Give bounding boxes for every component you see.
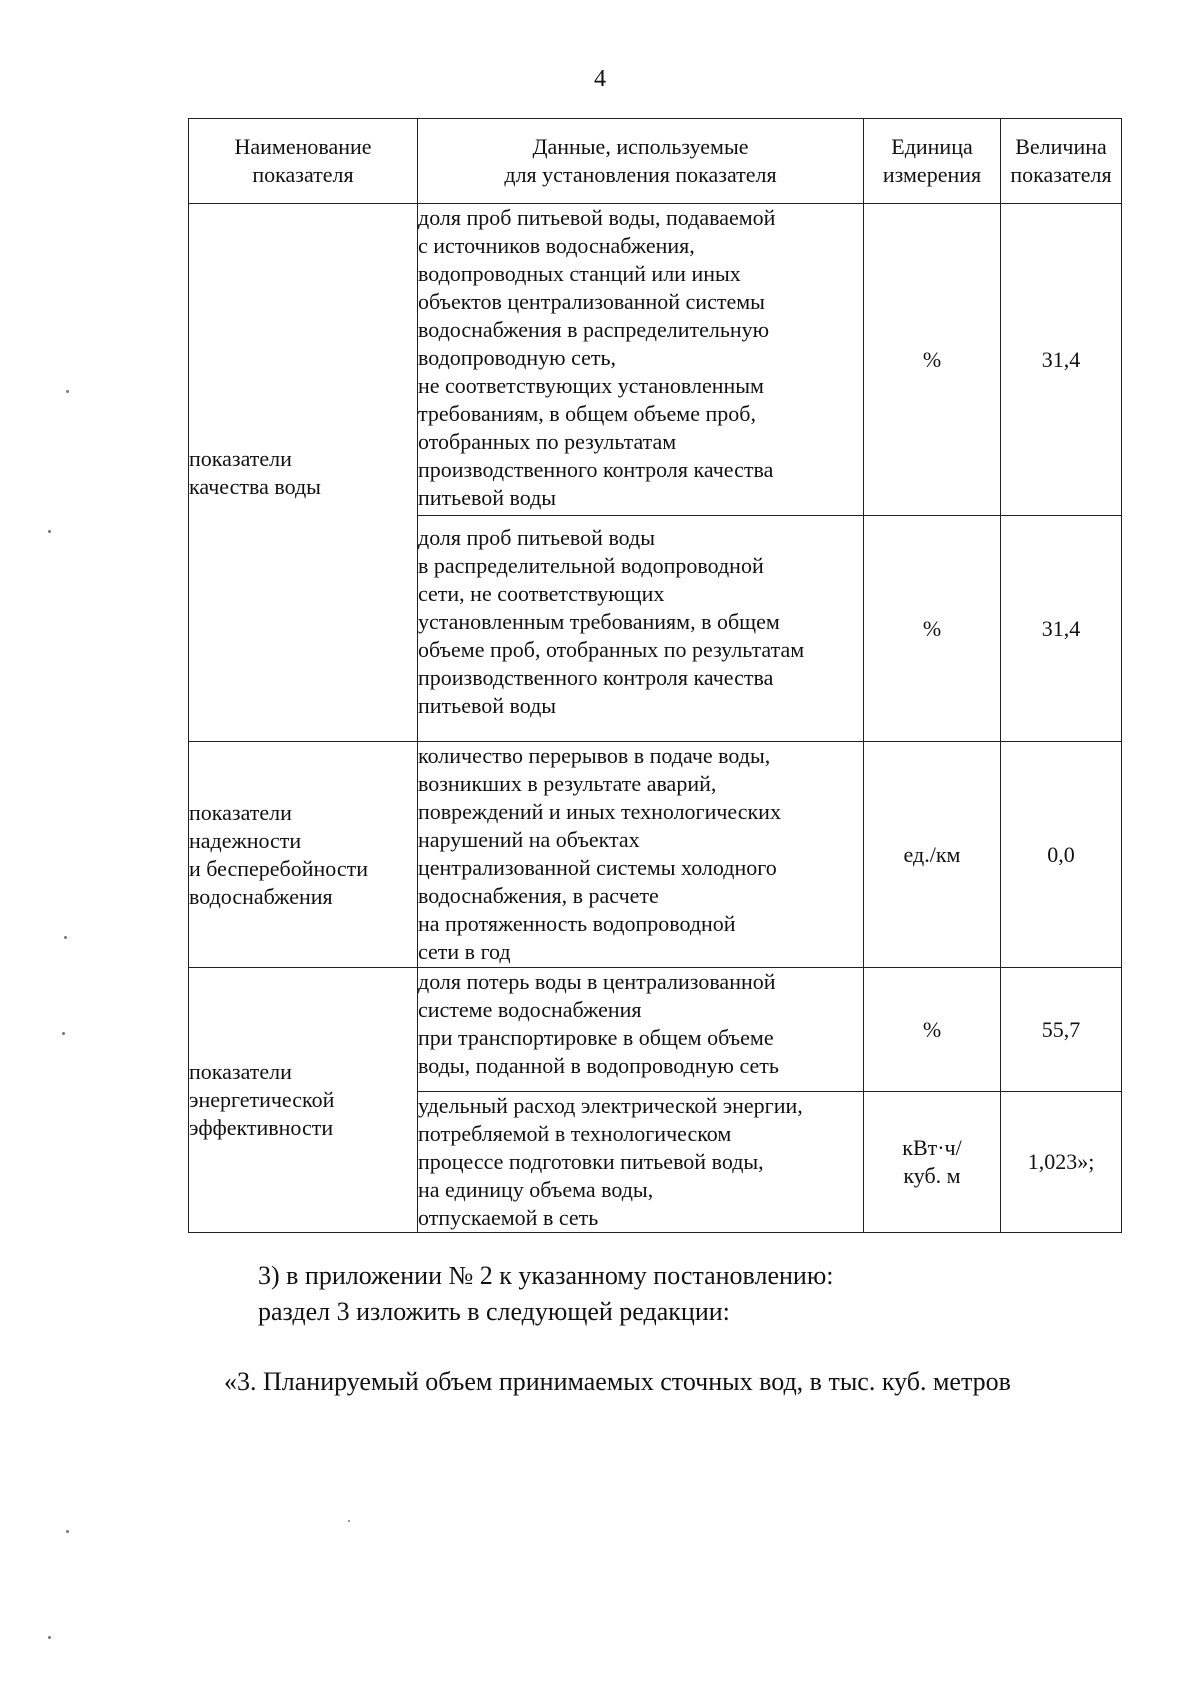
header-unit: Единица измерения	[864, 119, 1001, 204]
row-value: 31,4	[1001, 516, 1122, 742]
header-indicator-name: Наименование показателя	[189, 119, 418, 204]
row-value: 55,7	[1001, 968, 1122, 1092]
row-description: доля проб питьевой воды в распределительной водопроводной сети, не соответствующих установленным требованиям, в общем объеме проб, отобранных по результатам производственного контроля качества питьевой воды	[418, 516, 864, 742]
table-row	[189, 968, 1122, 1092]
row-unit: %	[864, 204, 1001, 516]
header-indicator-data: Данные, используемые для установления показателя	[418, 119, 864, 204]
row-description: удельный расход электрической энергии, потребляемой в технологическом процессе подготовки питьевой воды, на единицу объема воды, отпускаемой в сеть	[418, 1092, 864, 1233]
table-header-row	[189, 119, 1122, 204]
row-description: количество перерывов в подаче воды, возникших в результате аварий, повреждений и иных технологических нарушений на объектах централизованной системы холодного водоснабжения, в расчете на протяженность водопроводной сети в год	[418, 742, 864, 968]
group-energy-efficiency: показатели энергетической эффективности	[189, 968, 418, 1233]
row-description: доля потерь воды в централизованной системе водоснабжения при транспортировке в общем объеме воды, поданной в водопроводную сеть	[418, 968, 864, 1092]
paragraph-appendix-2: 3) в приложении № 2 к указанному постановлению:	[258, 1261, 834, 1290]
paragraph-planned-volume: «3. Планируемый объем принимаемых сточных вод, в тыс. куб. метров	[224, 1367, 1011, 1396]
scan-speck	[48, 1636, 51, 1639]
table-row	[189, 204, 1122, 516]
row-value: 31,4	[1001, 204, 1122, 516]
indicators-table	[188, 118, 1122, 1233]
header-value: Величина показателя	[1001, 119, 1122, 204]
group-reliability: показатели надежности и бесперебойности водоснабжения	[189, 742, 418, 968]
row-unit: %	[864, 516, 1001, 742]
table-row	[189, 742, 1122, 968]
row-description: доля проб питьевой воды, подаваемой с источников водоснабжения, водопроводных станций или иных объектов централизованной системы водоснабжения в распределительную водопроводную сеть, не соответствующих установленным требованиям, в общем объеме проб, отобранных по результатам производственного контроля качества питьевой воды	[418, 204, 864, 516]
scan-speck	[62, 1032, 65, 1035]
row-unit: %	[864, 968, 1001, 1092]
scan-speck	[66, 390, 69, 393]
scan-speck	[48, 530, 51, 533]
scan-speck	[348, 1520, 350, 1522]
row-unit: ед./км	[864, 742, 1001, 968]
row-unit: кВт·ч/ куб. м	[864, 1092, 1001, 1233]
scan-speck	[64, 936, 67, 939]
scan-speck	[66, 1530, 69, 1533]
row-value: 0,0	[1001, 742, 1122, 968]
page-number: 4	[594, 66, 606, 92]
paragraph-section-3: раздел 3 изложить в следующей редакции:	[258, 1297, 730, 1326]
row-value: 1,023»;	[1001, 1092, 1122, 1233]
group-water-quality: показатели качества воды	[189, 204, 418, 742]
